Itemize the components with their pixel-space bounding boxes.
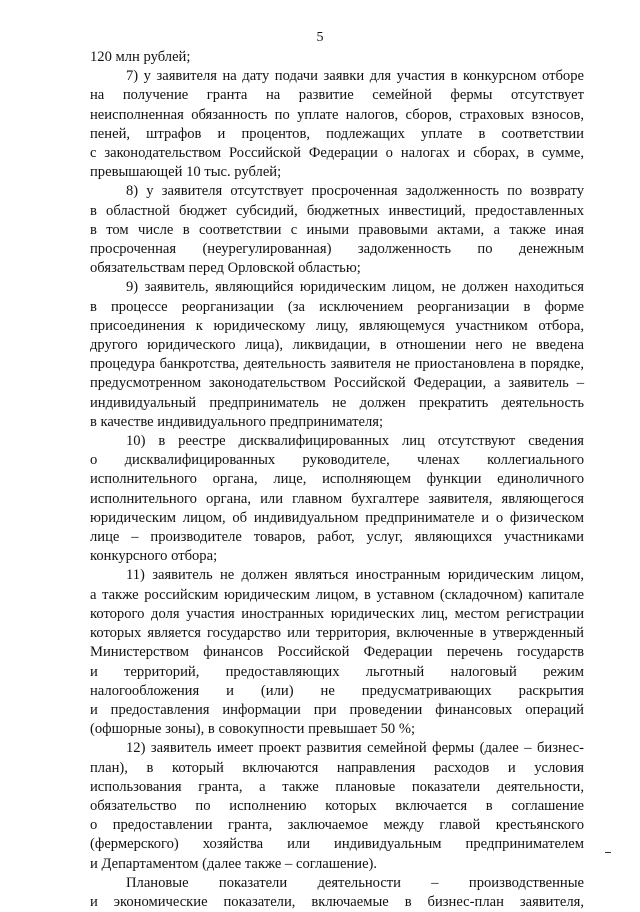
text-line: превышающей 10 тыс. рублей; [90, 164, 282, 181]
text-line: лице – производителе товаров, работ, услуг, являющихся участниками [90, 529, 584, 546]
text-line: и экономические показатели, включаемые в бизнес-план заявителя, [90, 893, 584, 910]
text-line: (фермерского) хозяйства или индивидуальным предпринимателем [90, 836, 584, 853]
text-line: процедура банкротства, деятельность заявителя не приостановлена в порядке, [90, 356, 584, 373]
body-text [90, 48, 584, 912]
text-line: юридическим лицом, об индивидуальном предпринимателе и о физическом [90, 509, 584, 526]
text-line: обязательствам перед Орловской областью; [90, 260, 361, 277]
text-line: а также российским юридическим лицом, в уставном (складочном) капитале [90, 586, 584, 603]
text-line: пеней, штрафов и процентов, подлежащих уплате в соответствии [90, 125, 584, 142]
text-line: индивидуальный предприниматель не должен прекратить деятельность [90, 394, 584, 411]
text-line: 120 млн рублей; [90, 49, 191, 65]
text-line: в том числе в соответствии с иными правовыми актами, а также иная [90, 221, 584, 238]
page-number: 5 [316, 30, 324, 45]
text-line: 11) заявитель не должен являться иностранным юридическим лицом, [126, 567, 584, 584]
text-line: и Департаментом (далее также – соглашение). [90, 855, 378, 872]
text-line: 12) заявитель имеет проект развития семейной фермы (далее – бизнес- [126, 740, 584, 757]
text-line: о дисквалифицированных руководителе, членах коллегиального [90, 452, 584, 469]
text-line: которого доля участия иностранных юридических лиц, местом регистрации [90, 605, 584, 622]
text-line: 7) у заявителя на дату подачи заявки для участия в конкурсном отборе [126, 68, 584, 85]
text-line: просроченная (неурегулированная) задолженность по денежным [90, 241, 584, 258]
text-line: неисполненная обязанность по уплате налогов, сборов, страховых взносов, [90, 106, 584, 123]
text-line: использования гранта, а также плановые показатели деятельности, [90, 778, 584, 795]
text-line: предусмотренном законодательством Российской Федерации, а заявитель – [90, 375, 584, 392]
margin-mark [605, 852, 611, 853]
text-line: и предоставления информации при проведении финансовых операций [90, 701, 584, 718]
text-line: налогообложения и (или) не предусматривающих раскрытия [90, 682, 584, 699]
text-line: в качестве индивидуального предпринимателя; [90, 413, 384, 430]
text-line: 8) у заявителя отсутствует просроченная задолженность по возврату [126, 183, 584, 200]
text-line: план), в который включаются направления расходов и условия [90, 759, 584, 776]
text-line: в процессе реорганизации (за исключением реорганизации в форме [90, 298, 584, 315]
text-line: обязательство по исполнению которых включается в соглашение [90, 797, 584, 814]
text-line: конкурсного отбора; [90, 548, 218, 565]
text-line: которых является государство или территория, включенные в утвержденный [90, 625, 584, 642]
text-line: Плановые показатели деятельности – производственные [126, 874, 584, 891]
text-line: Министерством финансов Российской Федерации перечень государств [90, 644, 584, 661]
text-line: 9) заявитель, являющийся юридическим лицом, не должен находиться [126, 279, 584, 296]
text-line: другого юридического лица), ликвидации, в отношении него не введена [90, 337, 584, 354]
text-line: в областной бюджет субсидий, бюджетных инвестиций, предоставленных [90, 202, 584, 219]
text-line: с законодательством Российской Федерации о налогах и сборах, в сумме, [90, 145, 584, 162]
text-line: исполнительного органа, лице, исполняющем функции единоличного [90, 471, 584, 488]
text-line: 10) в реестре дисквалифицированных лиц отсутствуют сведения [126, 433, 584, 450]
text-line: присоединения к юридическому лицу, являющемуся участником отбора, [90, 317, 584, 334]
text-line: на получение гранта на развитие семейной фермы отсутствует [90, 87, 584, 104]
text-line: (офшорные зоны), в совокупности превышает 50 %; [90, 721, 416, 738]
text-line: и территорий, предоставляющих льготный налоговый режим [90, 663, 584, 680]
text-line: исполнительного органа, или главном бухгалтере заявителя, являющегося [90, 490, 584, 507]
text-line: о предоставлении гранта, заключаемое между главой крестьянского [90, 817, 584, 834]
